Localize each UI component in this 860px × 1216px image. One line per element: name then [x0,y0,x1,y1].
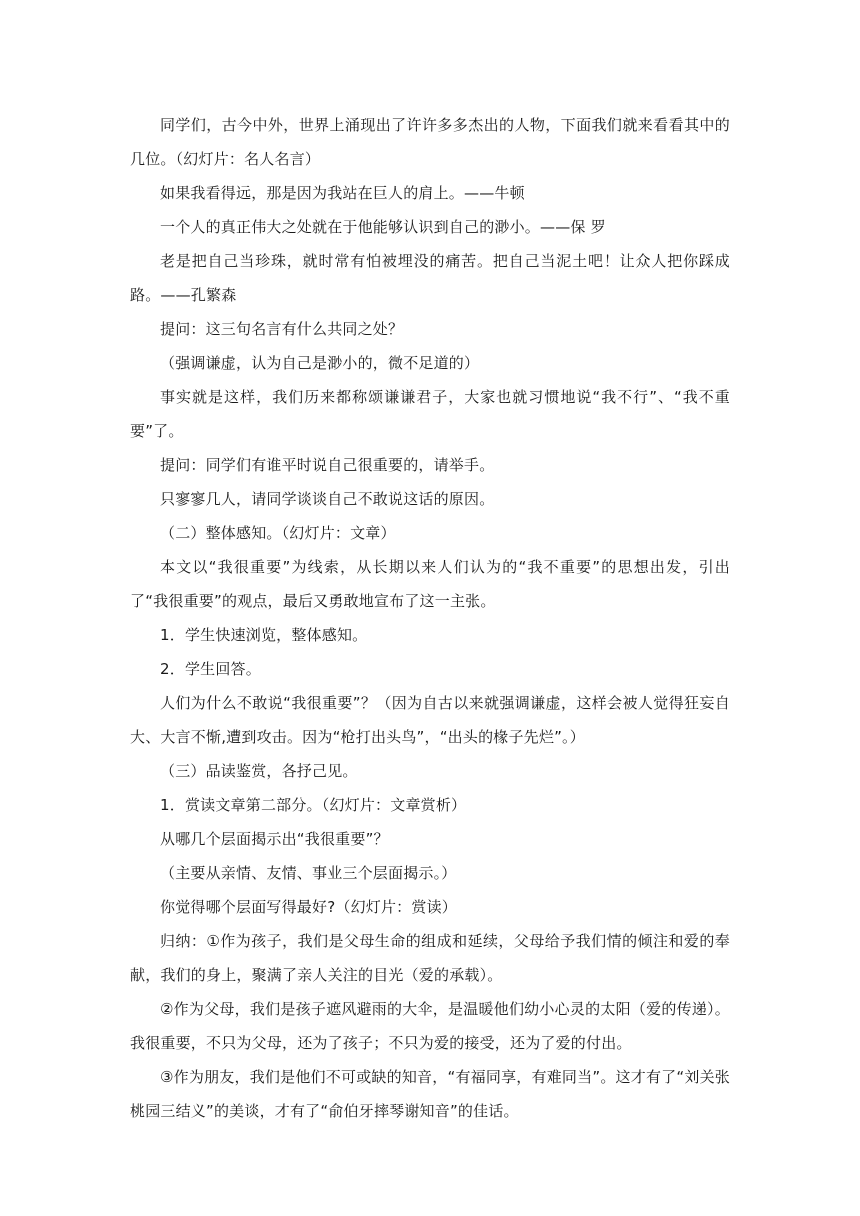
question-which-levels: 从哪几个层面揭示出“我很重要”？ [160,830,389,848]
summary-as-friend: ③作为朋友，我们是他们不可或缺的知音，“有福同享，有难同当”。这才有了“刘关张桃园三结义”的美谈，才有了“俞伯牙摔琴谢知音”的佳话。 [130,1068,730,1120]
question-raise-hands: 提问：同学们有谁平时说自己很重要的，请举手。 [160,456,495,474]
summary-as-child: 归纳：①作为孩子，我们是父母生命的组成和延续，父母给予我们情的倾注和爱的奉献，我们的身上，聚满了亲人关注的目光（爱的承载）。 [130,932,730,984]
section-appreciation: （三）品读鉴赏，各抒己见。 [160,762,358,780]
step-quick-browse: 1．学生快速浏览，整体感知。 [160,626,368,644]
quote-newton: 如果我看得远，那是因为我站在巨人的肩上。——牛顿 [160,184,525,202]
section-overall-perception: （二）整体感知。（幻灯片：文章） [160,524,396,542]
paragraph-few-people: 只寥寥几人，请同学谈谈自己不敢说这话的原因。 [160,490,495,508]
document-body [130,108,730,1128]
step-students-answer: 2．学生回答。 [160,660,261,678]
paragraph-thread: 本文以“我很重要”为线索，从长期以来人们认为的“我不重要”的思想出发，引出了“我很重要”的观点，最后又勇敢地宣布了这一主张。 [130,558,730,610]
quote-kong-fansen: 老是把自己当珍珠，就时常有怕被埋没的痛苦。把自己当泥土吧！让众人把你踩成路。——孔繁森 [130,252,730,304]
question-best-level: 你觉得哪个层面写得最好?（幻灯片：赏读） [160,898,457,916]
paragraph-why-not-dare: 人们为什么不敢说“我很重要”？（因为自古以来就强调谦虚，这样会被人觉得狂妄自大、大言不惭,遭到攻击。因为“枪打出头鸟”，“出头的椽子先烂”。） [130,694,730,746]
question-common-point: 提问：这三句名言有什么共同之处？ [160,320,404,338]
step-read-part-two: 1．赏读文章第二部分。（幻灯片：文章赏析） [160,796,467,814]
paragraph-fact: 事实就是这样，我们历来都称颂谦谦君子，大家也就习惯地说“我不行”、“我不重要”了。 [130,388,730,440]
quote-paul: 一个人的真正伟大之处就在于他能够认识到自己的渺小。——保 罗 [160,218,606,236]
paragraph-intro: 同学们，古今中外，世界上涌现出了许许多多杰出的人物，下面我们就来看看其中的几位。（幻灯片：名人名言） [130,116,730,168]
summary-as-parent: ②作为父母，我们是孩子遮风避雨的大伞，是温暖他们幼小心灵的太阳（爱的传递）。我很重要，不只为父母，还为了孩子；不只为爱的接受，还为了爱的付出。 [130,1000,730,1052]
answer-modesty: （强调谦虚，认为自己是渺小的，微不足道的） [160,354,480,372]
answer-three-levels: （主要从亲情、友情、事业三个层面揭示。） [160,864,457,882]
